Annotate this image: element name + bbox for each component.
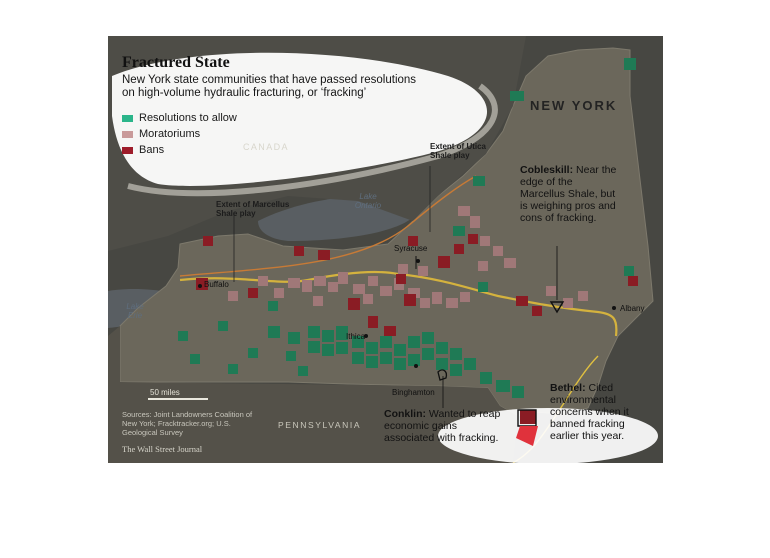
callout-conklin-text: Wanted to reap economic gains associated with fracking. <box>384 408 501 444</box>
label-lake-erie: Lake Erie <box>126 302 144 320</box>
callout-bethel-text: Cited environmental concerns when it banned fracking earlier this year. <box>550 382 629 442</box>
legend-moratorium <box>122 127 200 141</box>
label-new-york: NEW YORK <box>530 98 618 113</box>
label-canada: CANADA <box>243 142 289 152</box>
legend-ban-label: Bans <box>139 144 165 156</box>
label-lake-ontario: Lake Ontario <box>354 192 382 210</box>
map-title: Fractured State <box>122 54 230 71</box>
legend-ban <box>122 143 164 157</box>
city-albany: Albany <box>620 304 645 313</box>
city-syracuse: Syracuse <box>394 244 428 253</box>
scale-label: 50 miles <box>150 388 180 397</box>
legend-ban-swatch <box>122 147 133 154</box>
legend-moratorium-label: Moratoriums <box>139 128 201 140</box>
sources-note: Sources: Joint Landowners Coalition of New York; Fracktracker.org; U.S. Geological Survey <box>122 410 253 437</box>
city-binghamton: Binghamton <box>392 388 435 397</box>
callout-conklin <box>384 408 506 444</box>
callout-bethel <box>550 382 646 442</box>
credit-wsj: The Wall Street Journal <box>122 444 203 454</box>
callout-cobleskill <box>520 164 620 224</box>
map-frame <box>108 36 663 463</box>
legend-allow-label: Resolutions to allow <box>139 112 237 124</box>
callout-bethel-name: Bethel: <box>550 382 586 394</box>
legend-allow-swatch <box>122 115 133 122</box>
map-subtitle: New York state communities that have passed resolutions on high-volume hydraulic fracturing, or ‘fracking’ <box>122 74 417 99</box>
label-pennsylvania: PENNSYLVANIA <box>278 420 362 430</box>
callout-conklin-name: Conklin: <box>384 408 426 420</box>
callout-cobleskill-name: Cobleskill: <box>520 164 574 176</box>
city-buffalo: Buffalo <box>204 280 229 289</box>
legend-moratorium-swatch <box>122 131 133 138</box>
label-utica: Extent of Utica Shale play <box>430 142 487 160</box>
legend-allow <box>122 111 237 125</box>
label-marcellus: Extent of Marcellus Shale play <box>216 200 290 218</box>
callout-cobleskill-text: Near the edge of the Marcellus Shale, but is weighing pros and cons of fracking. <box>520 164 617 224</box>
city-ithica: Ithica <box>346 332 366 341</box>
